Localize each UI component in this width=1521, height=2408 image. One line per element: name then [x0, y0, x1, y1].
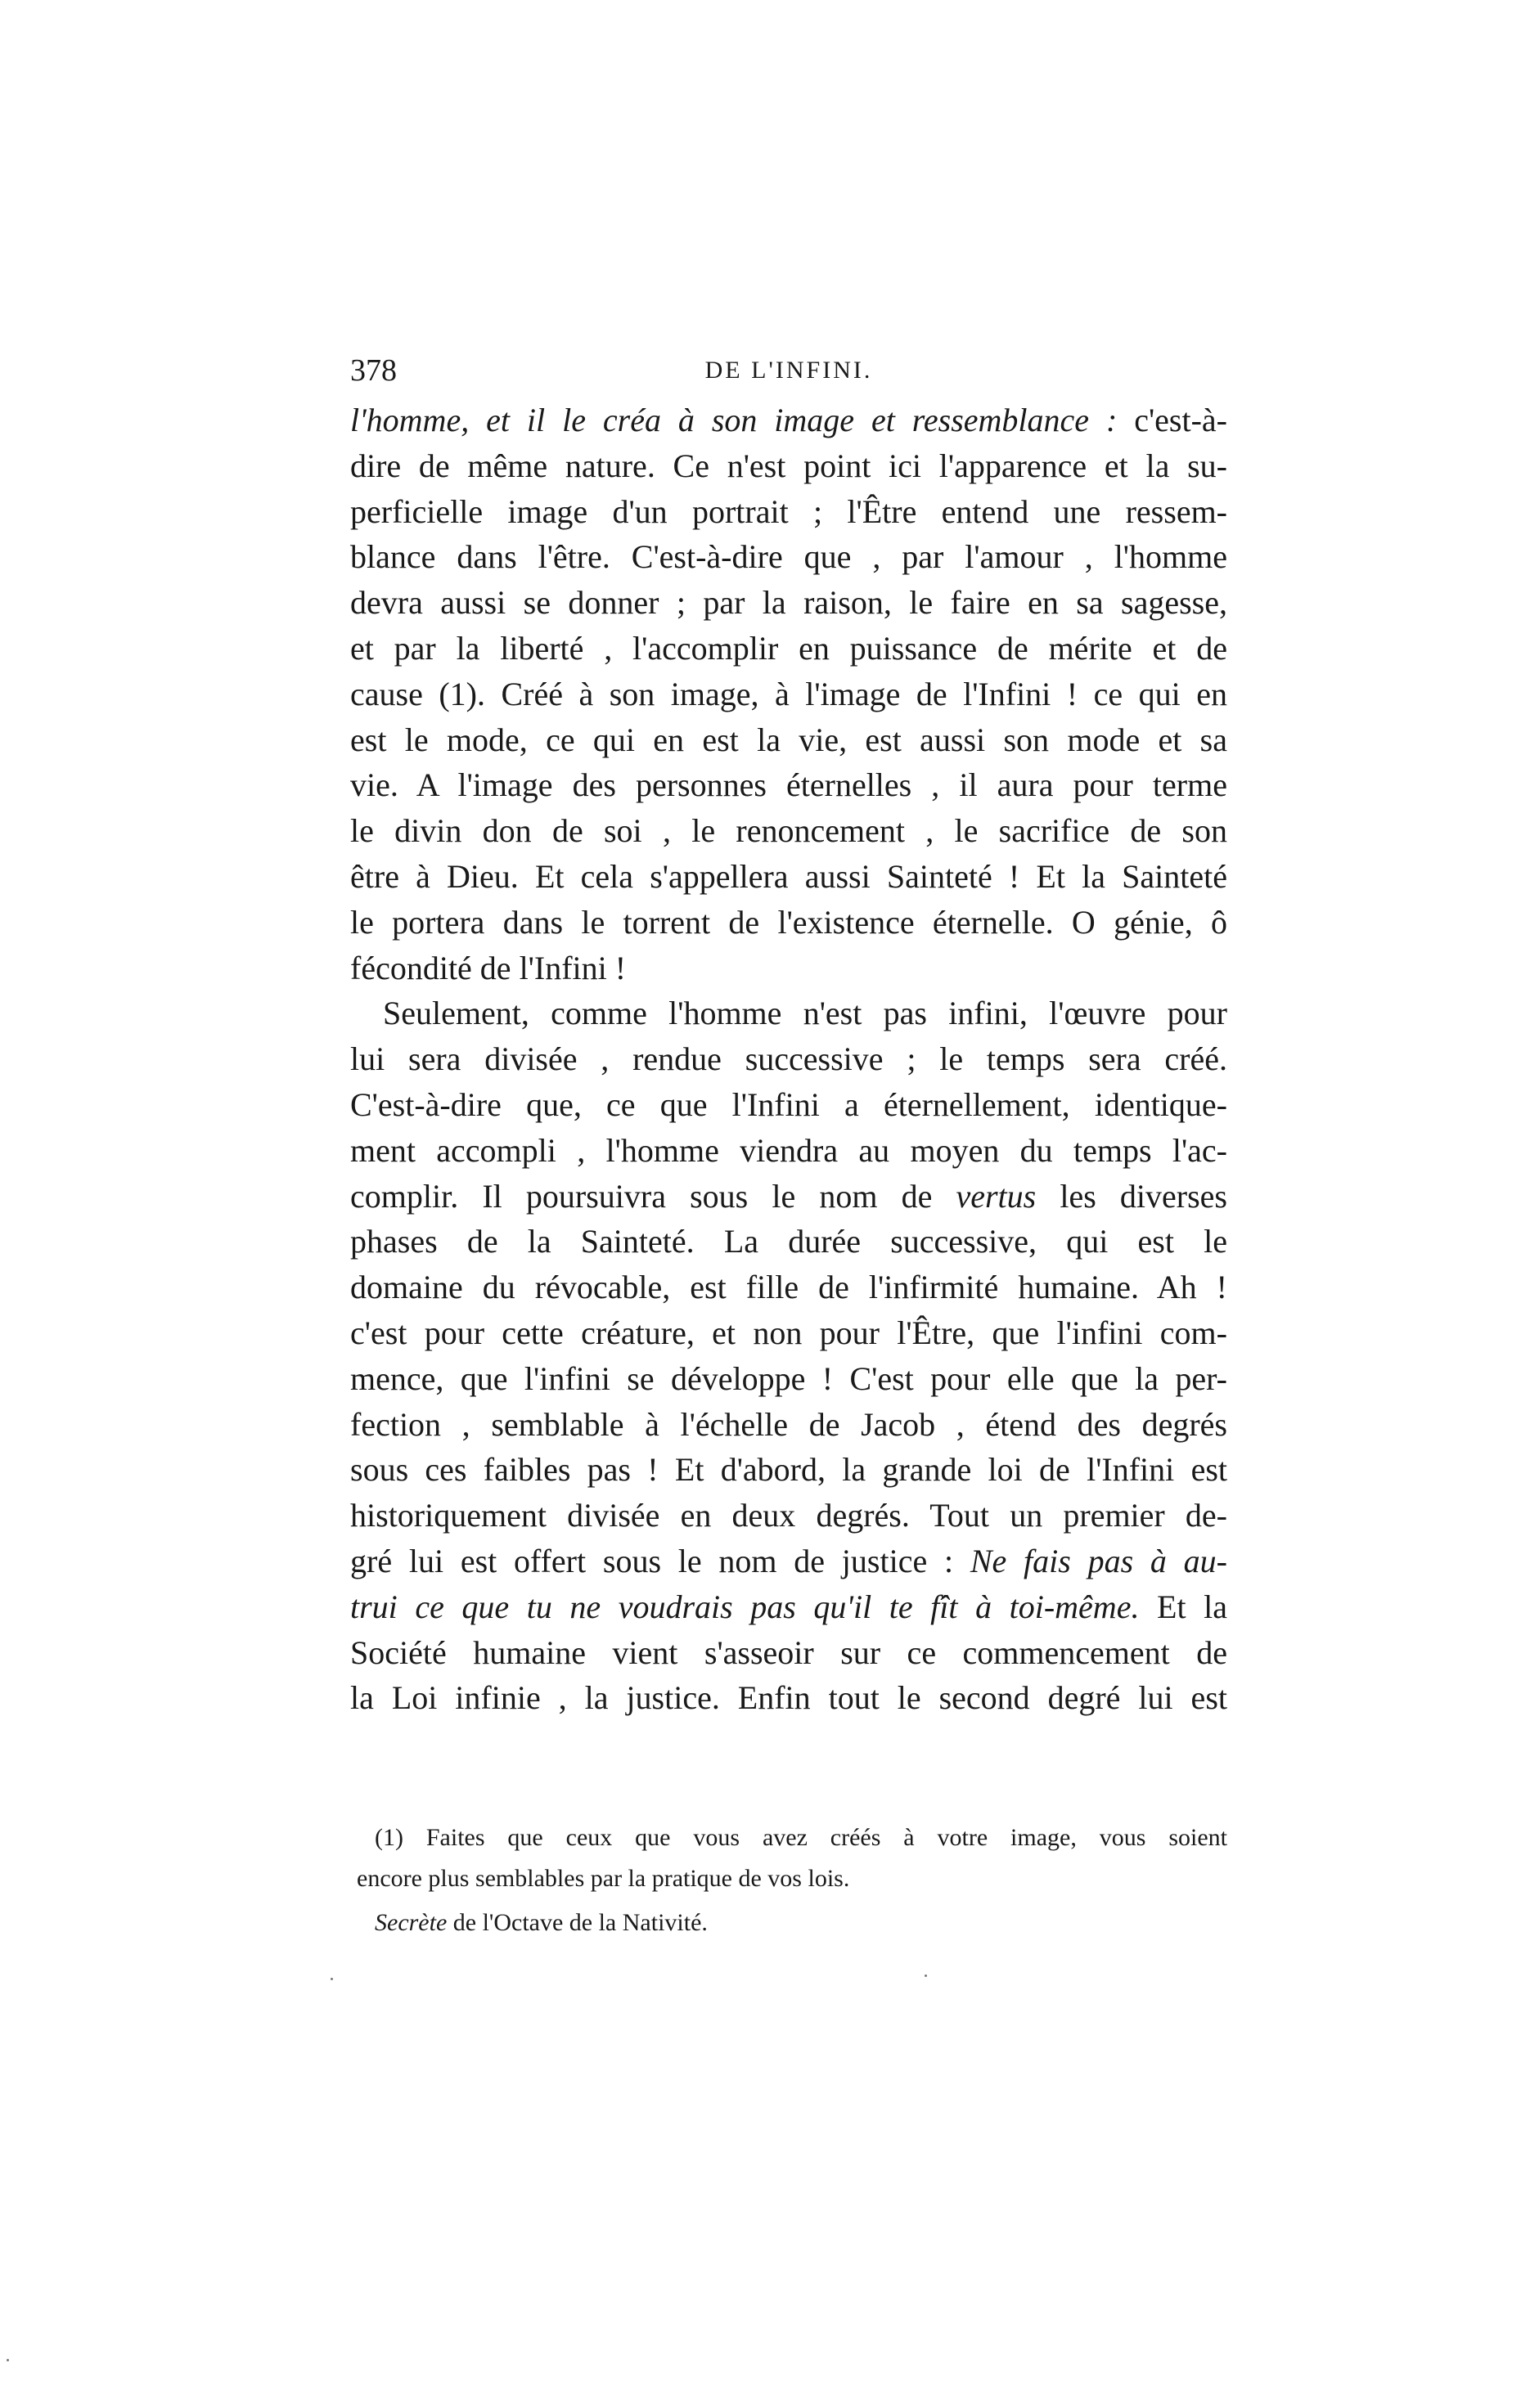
- text-line: c'est pour cette créature, et non pour l'Être, que l'infini com-: [350, 1314, 1227, 1351]
- paper-speck: [331, 1978, 333, 1980]
- text-fragment: de l'Octave de la Nativité.: [447, 1909, 708, 1936]
- text-line: historiquement divisée en deux degrés. Tout un premier de-: [350, 1497, 1227, 1534]
- running-head: [350, 350, 1227, 391]
- text-line: lui sera divisée , rendue successive ; le temps sera créé.: [350, 1040, 1227, 1078]
- text-line: Société humaine vient s'asseoir sur ce commencement de: [350, 1633, 1227, 1671]
- paper-speck: [7, 2359, 9, 2361]
- paragraph-1: [350, 398, 1227, 991]
- text-line: C'est-à-dire que, ce que l'Infini a éternellement, identique-: [350, 1085, 1227, 1123]
- text-line: blance dans l'être. C'est-à-dire que , par l'amour , l'homme: [350, 538, 1227, 576]
- italic-quote: l'homme, et il le créa à son image et ressemblance :: [350, 402, 1118, 438]
- text-line: être à Dieu. Et cela s'appellera aussi Sainteté ! Et la Sainteté: [350, 857, 1227, 895]
- text-line: fection , semblable à l'échelle de Jacob , étend des degrés: [350, 1405, 1227, 1443]
- text-line: est le mode, ce qui en est la vie, est aussi son mode et sa: [350, 721, 1227, 758]
- text-fragment: c'est-à-: [1117, 402, 1227, 438]
- text-fragment: complir. Il poursuivra sous le nom de: [350, 1177, 956, 1215]
- text-line: [350, 1584, 1227, 1630]
- text-line: perficielle image d'un portrait ; l'Être entend une ressem-: [350, 492, 1227, 530]
- footnote: [357, 1817, 1227, 1943]
- footnote-line: encore plus semblables par la pratique de vos lois.: [357, 1865, 850, 1892]
- text-line: dire de même nature. Ce n'est point ici l'apparence et la su-: [350, 447, 1227, 484]
- text-fragment: Et la: [1139, 1588, 1227, 1625]
- footnote-source: [375, 1903, 1227, 1943]
- text-line: fécondité de l'Infini !: [350, 949, 627, 986]
- text-line: Seulement, comme l'homme n'est pas infini, l'œuvre pour: [383, 995, 1227, 1032]
- italic-quote: Ne fais pas à au-: [970, 1542, 1227, 1579]
- paper-speck: [925, 1974, 927, 1977]
- text-line: phases de la Sainteté. La durée successive, qui est le: [350, 1223, 1227, 1260]
- italic-word: Secrète: [375, 1909, 448, 1936]
- text-line: le portera dans le torrent de l'existence éternelle. O génie, ô: [350, 903, 1227, 941]
- footnote-line: (1) Faites que ceux que vous avez créés à votre image, vous soient: [375, 1824, 1227, 1851]
- text-line: [350, 1174, 1227, 1220]
- page-number: 378: [350, 353, 397, 388]
- text-fragment: les diverses: [1036, 1177, 1227, 1215]
- text-line: vie. A l'image des personnes éternelles , il aura pour terme: [350, 766, 1227, 804]
- running-title: DE L'INFINI.: [704, 357, 873, 384]
- text-line: ment accompli , l'homme viendra au moyen du temps l'ac-: [350, 1131, 1227, 1169]
- text-line: [350, 398, 1227, 443]
- italic-word: vertus: [956, 1177, 1037, 1215]
- text-line: cause (1). Créé à son image, à l'image de l'Infini ! ce qui en: [350, 675, 1227, 712]
- italic-quote: trui ce que tu ne voudrais pas qu'il te fît à toi-même.: [350, 1588, 1140, 1625]
- text-fragment: gré lui est offert sous le nom de justice :: [350, 1542, 970, 1579]
- text-line: sous ces faibles pas ! Et d'abord, la grande loi de l'Infini est: [350, 1451, 1227, 1489]
- text-line: [350, 1539, 1227, 1584]
- text-line: domaine du révocable, est fille de l'infirmité humaine. Ah !: [350, 1269, 1227, 1306]
- text-line: le divin don de soi , le renoncement , le sacrifice de son: [350, 812, 1227, 850]
- paragraph-2: [350, 991, 1227, 1721]
- body-text: [350, 398, 1227, 1721]
- text-line: mence, que l'infini se développe ! C'est pour elle que la per-: [350, 1359, 1227, 1397]
- text-line: la Loi infinie , la justice. Enfin tout le second degré lui est: [350, 1679, 1227, 1717]
- text-line: devra aussi se donner ; par la raison, le faire en sa sagesse,: [350, 584, 1227, 622]
- text-line: et par la liberté , l'accomplir en puissance de mérite et de: [350, 629, 1227, 667]
